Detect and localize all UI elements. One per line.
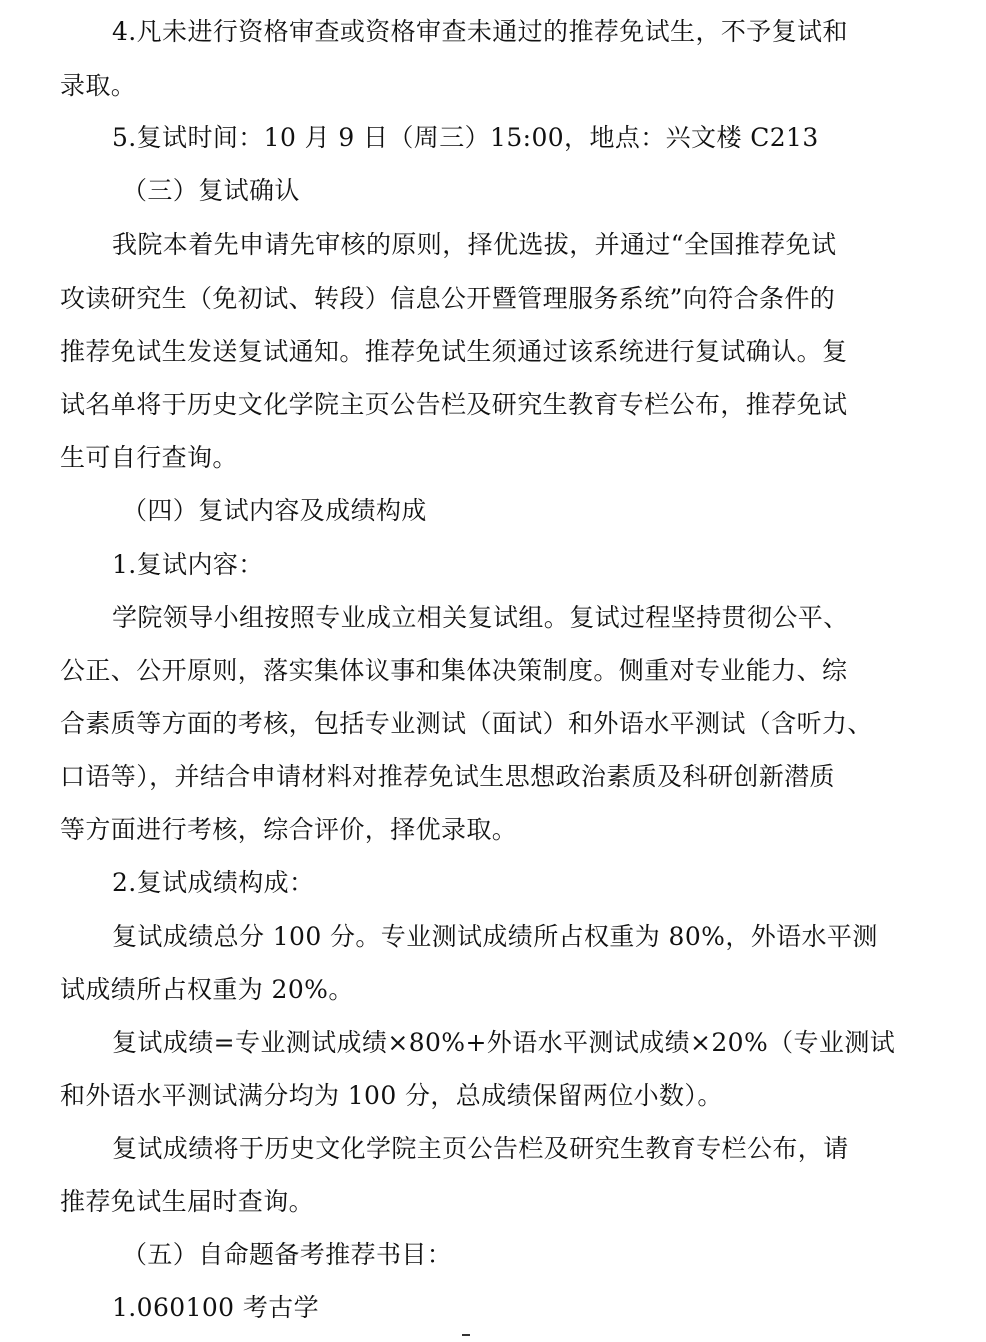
text-line: 4.凡未进行资格审查或资格审查未通过的推荐免试生，不予复试和 xyxy=(112,17,848,46)
section-heading: （三）复试确认 xyxy=(122,176,300,205)
text-line: 5.复试时间：10 月 9 日（周三）15:00，地点：兴文楼 C213 xyxy=(112,123,819,152)
text-line: 学院领导小组按照专业成立相关复试组。复试过程坚持贯彻公平、 xyxy=(112,603,849,632)
subheading: 1.060100 考古学 xyxy=(112,1293,320,1322)
text-line: 合素质等方面的考核，包括专业测试（面试）和外语水平测试（含听力、 xyxy=(60,709,873,738)
text-line: 推荐免试生届时查询。 xyxy=(60,1187,315,1216)
text-line: 复试成绩将于历史文化学院主页公告栏及研究生教育专栏公布，请 xyxy=(112,1134,849,1163)
text-line: 和外语水平测试满分均为 100 分，总成绩保留两位小数）。 xyxy=(60,1081,723,1110)
text-line: 公正、公开原则，落实集体议事和集体决策制度。侧重对专业能力、综 xyxy=(60,656,848,685)
text-line: 推荐免试生发送复试通知。推荐免试生须通过该系统进行复试确认。复 xyxy=(60,337,848,366)
text-line: 复试成绩总分 100 分。专业测试成绩所占权重为 80%，外语水平测 xyxy=(112,922,878,951)
text-line: 试成绩所占权重为 20%。 xyxy=(60,975,354,1004)
subheading: 2.复试成绩构成： xyxy=(112,868,315,897)
text-line: 我院本着先申请先审核的原则，择优选拔，并通过“全国推荐免试 xyxy=(112,230,837,259)
section-heading: （五）自命题备考推荐书目： xyxy=(122,1240,453,1269)
page-edge-mark xyxy=(462,1334,470,1341)
text-line: 攻读研究生（免初试、转段）信息公开暨管理服务系统”向符合条件的 xyxy=(60,284,836,313)
text-line: 生可自行查询。 xyxy=(60,443,238,472)
text-line: 等方面进行考核，综合评价，择优录取。 xyxy=(60,815,518,844)
text-line: 口语等），并结合申请材料对推荐免试生思想政治素质及科研创新潜质 xyxy=(60,762,835,791)
text-line: 试名单将于历史文化学院主页公告栏及研究生教育专栏公布，推荐免试 xyxy=(60,390,848,419)
text-line: 复试成绩=专业测试成绩×80%+外语水平测试成绩×20%（专业测试 xyxy=(112,1028,896,1057)
text-line: 录取。 xyxy=(60,71,137,100)
subheading: 1.复试内容： xyxy=(112,550,264,579)
section-heading: （四）复试内容及成绩构成 xyxy=(122,496,427,525)
